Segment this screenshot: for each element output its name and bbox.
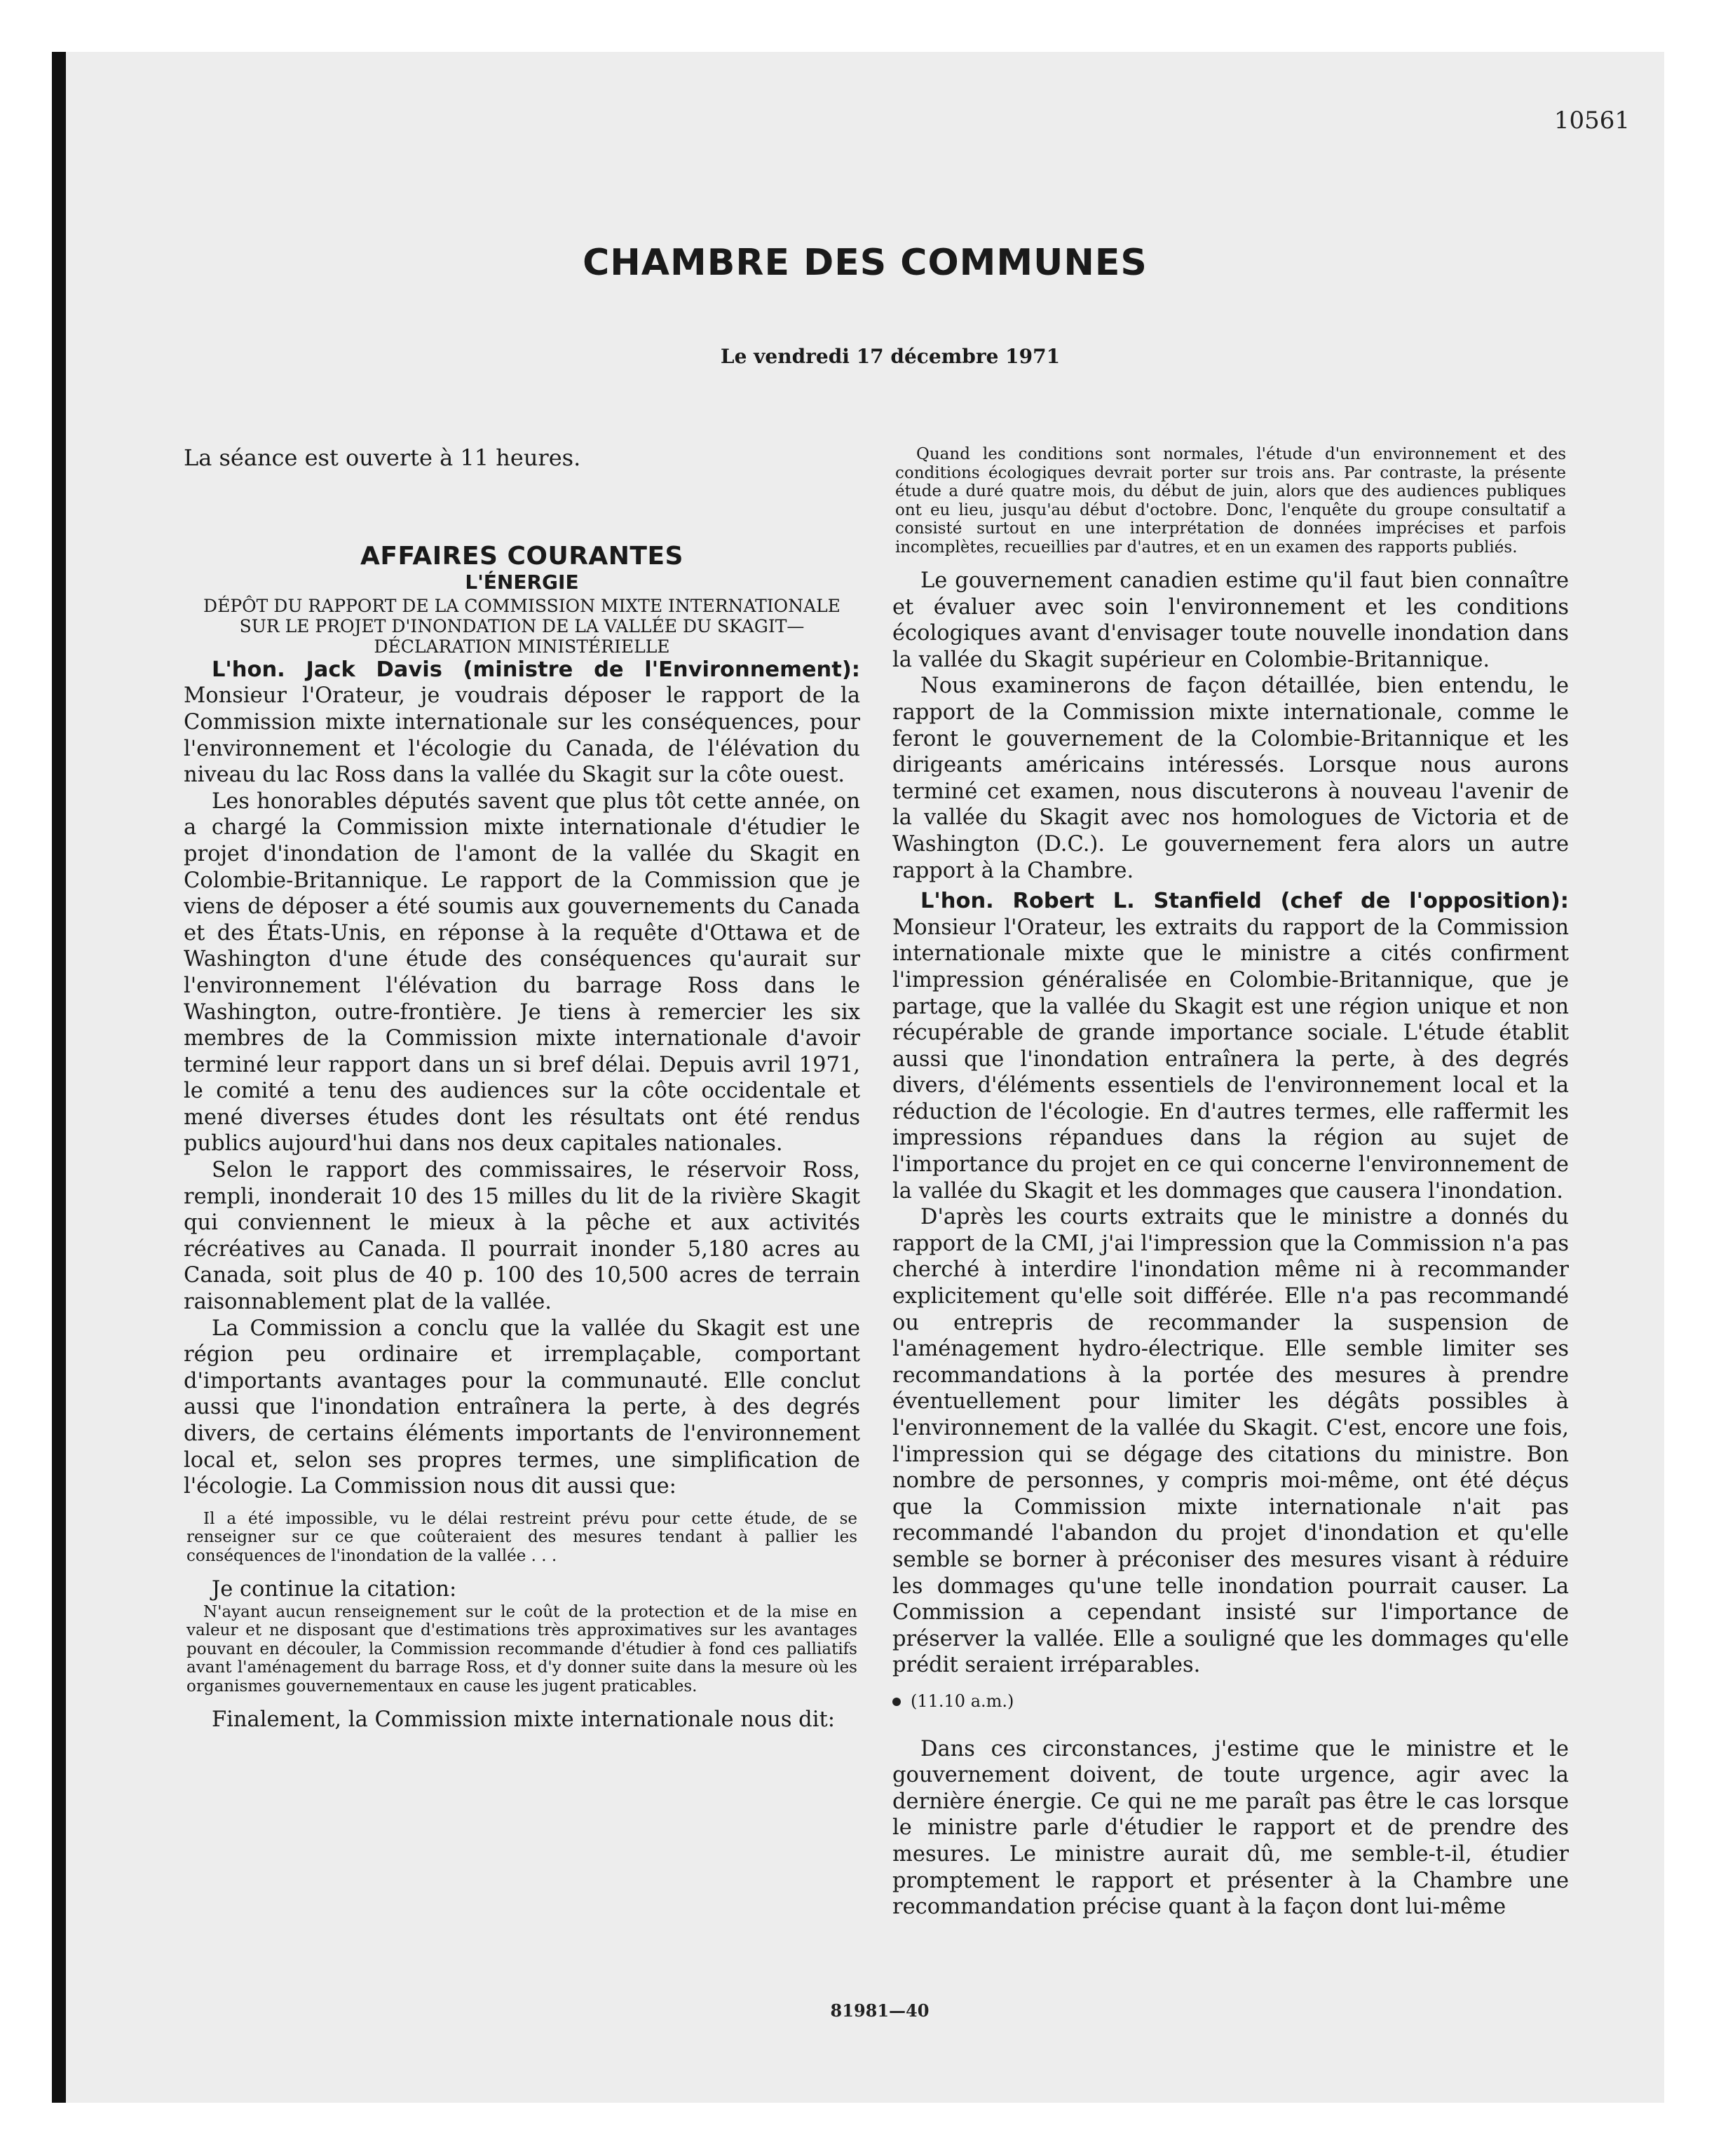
right-column xyxy=(892,445,1569,1945)
paragraph: D'après les courts extraits que le ministre a donnés du rapport de la CMI, j'ai l'impression que la Commission n'a pas cherché à interdire l'inondation même ni à recommander explicitement qu'elle soit différée. Elle n'a pas recommandé ou entrepris de recommander la suspension de l'aménagement hydro-électrique. Elle semble limiter ses recommandations à la portée des mesures à prendre éventuellement pour limiter les dégâts possibles à l'environnement de la vallée du Skagit. C'est, encore une fois, l'impression qui se dégage des citations du ministre. Bon nombre de personnes, y compris moi-même, ont été déçus que la Commission mixte internationale n'ait pas recommandé l'abandon du projet d'inondation et qu'elle semble se borner à préconiser des mesures visant à réduire les dommages qu'une telle inondation pourrait causer. La Commission a cependant insisté sur l'importance de préserver la vallée. Elle a souligné que les dommages qu'elle prédit seraient irréparables. xyxy=(892,1205,1569,1678)
paragraph-text: Monsieur l'Orateur, les extraits du rapport de la Commission internationale mixte que le ministre a cités confirment l'impression généralisée en Colombie-Britannique, que je partage, que la vallée du Skagit est une région unique et non récupérable de grande importance sociale. L'étude établit aussi que l'inondation entraînera la perte, à des degrés divers, d'éléments essentiels de l'environnement local et la réduction de l'écologie. En d'autres termes, elle raffermit les impressions répandues dans la région au sujet de l'importance du projet en ce qui concerne l'environnement de la vallée du Skagit et les dommages que causera l'inondation. xyxy=(892,915,1569,1203)
page-number: 10561 xyxy=(1553,107,1630,135)
left-column xyxy=(184,445,860,1945)
paragraph: Le gouvernement canadien estime qu'il faut bien connaître et évaluer avec soin l'environnement et les conditions écologiques avant d'envisager toute nouvelle inondation dans la vallée du Skagit supérieur en Colombie-Britannique. xyxy=(892,568,1569,672)
opening-line: La séance est ouverte à 11 heures. xyxy=(184,445,581,471)
timestamp-text: (11.10 a.m.) xyxy=(911,1691,1014,1711)
bullet-icon xyxy=(892,1698,901,1706)
speaker-name: L'hon. Robert L. Stanfield (chef de l'opposition): xyxy=(920,889,1569,914)
topic-heading: L'ÉNERGIE xyxy=(465,571,579,594)
paragraph: Dans ces circonstances, j'estime que le ministre et le gouvernement doivent, de toute urgence, agir avec la dernière énergie. Ce qui ne me paraît pas être le cas lorsque le ministre parle d'étudier le rapport et de prendre des mesures. Le ministre aurait dû, me semble-t-il, étudier promptement le rapport et présenter à la Chambre une recommandation précise quant à la façon dont lui-même xyxy=(892,1736,1569,1920)
block-quote: Quand les conditions sont normales, l'étude d'un environnement et des conditions écologiques devrait porter sur trois ans. Par contraste, la présente étude a duré quatre mois, du début de juin, alors que des audiences publiques ont eu lieu, jusqu'au début d'octobre. Donc, l'enquête du groupe consultatif a consisté surtout en une interprétation de données imprécises et parfois incomplètes, recueillies par d'autres, et en un examen des rapports publiés. xyxy=(895,445,1566,557)
section-heading: AFFAIRES COURANTES xyxy=(360,541,683,571)
paragraph: La Commission a conclu que la vallée du Skagit est une région peu ordinaire et irremplaçable, comportant d'importants avantages pour la communauté. Elle conclut aussi que l'inondation entraînera la perte, à des degrés divers, de certains éléments importants de l'environnement local et, selon ses propres termes, une simplification de l'écologie. La Commission nous dit aussi que: xyxy=(184,1316,860,1499)
paragraph-text: Monsieur l'Orateur, je voudrais déposer le rapport de la Commission mixte internationale sur les conséquences, pour l'environnement et l'écologie du Canada, de l'élévation du niveau du lac Ross dans la vallée du Skagit sur la côte ouest. xyxy=(184,683,860,788)
paragraph: Je continue la citation: xyxy=(212,1577,457,1602)
paragraph xyxy=(892,888,1569,1204)
subheading: DÉPÔT DU RAPPORT DE LA COMMISSION MIXTE INTERNATIONALE SUR LE PROJET D'INONDATION DE LA VALLÉE DU SKAGIT—DÉCLARATION MINISTÉRIELLE xyxy=(203,595,841,657)
page-title: CHAMBRE DES COMMUNES xyxy=(583,242,1148,284)
block-quote: Il a été impossible, vu le délai restreint prévu pour cette étude, de se renseigner sur ce que coûteraient des mesures tendant à pallier les conséquences de l'inondation de la vallée . . . xyxy=(186,1509,857,1565)
paragraph: Finalement, la Commission mixte internationale nous dit: xyxy=(212,1707,835,1733)
paragraph: Nous examinerons de façon détaillée, bien entendu, le rapport de la Commission mixte internationale, comme le feront le gouvernement de la Colombie-Britannique et les dirigeants américains intéressés. Lorsque nous aurons terminé cet examen, nous discuterons à nouveau l'avenir de la vallée du Skagit avec nos homologues de Victoria et de Washington (D.C.). Le gouvernement fera alors un autre rapport à la Chambre. xyxy=(892,674,1569,883)
timestamp xyxy=(892,1688,1569,1715)
paragraph xyxy=(184,657,860,789)
paragraph: Les honorables députés savent que plus tôt cette année, on a chargé la Commission mixte internationale d'étudier le projet d'inondation de l'amont de la vallée du Skagit en Colombie-Britannique. Le rapport de la Commission que je viens de déposer a été soumis aux gouvernements du Canada et des États-Unis, en réponse à la requête d'Ottawa et de Washington d'une étude des conséquences qu'aurait sur l'environnement l'élévation du barrage Ross dans le Washington, outre-frontière. Je tiens à remercier les six membres de la Commission mixte internationale d'avoir terminé leur rapport dans un si bref délai. Depuis avril 1971, le comité a tenu des audiences sur la côte occidentale et mené diverses études dont les résultats ont été rendus publics aujourd'hui dans nos deux capitales nationales. xyxy=(184,789,860,1157)
block-quote: N'ayant aucun renseignement sur le coût de la protection et de la mise en valeur et ne disposant que d'estimations très approximatives sur les avantages pouvant en découler, la Commission recommande d'étudier à fond ces palliatifs avant l'aménagement du barrage Ross, et d'y donner suite dans la mesure où les organismes gouvernementaux en cause les jugent praticables. xyxy=(186,1602,857,1696)
footer-code: 81981—40 xyxy=(830,2000,930,2021)
sitting-date: Le vendredi 17 décembre 1971 xyxy=(720,345,1061,368)
paragraph: Selon le rapport des commissaires, le réservoir Ross, rempli, inonderait 10 des 15 milles du lit de la rivière Skagit qui conviennent le mieux à la pêche et aux activités récréatives au Canada. Il pourrait inonder 5,180 acres au Canada, soit plus de 40 p. 100 des 10,500 acres de terrain raisonnablement plat de la vallée. xyxy=(184,1158,860,1315)
scan-edge xyxy=(52,52,66,2103)
speaker-name: L'hon. Jack Davis (ministre de l'Environnement): xyxy=(212,657,860,682)
